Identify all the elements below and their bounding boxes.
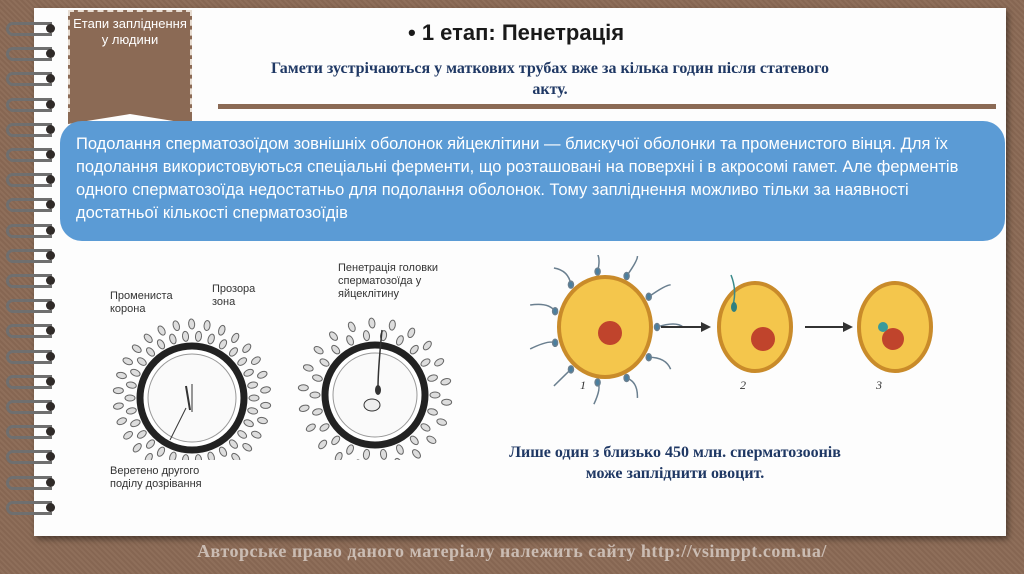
label-corona: Промениста корона — [110, 290, 173, 315]
corona-cell — [113, 402, 124, 410]
info-text: Подолання сперматозоїдом зовнішніх оболонок яйцеклітини — блискучої оболонки та променистого вінця. Для їх подолання використовуються спеціальні ферменти, що розташовані на поверхні і в акросомі гамет. Але ферментів одного сперматозоїда недостатньо для подолання оболонок. Тому запліднення можливо тільки за наявності достатньої кількості сперматозоїдів — [76, 135, 959, 222]
binding-hole — [46, 402, 55, 411]
title-bullet: • — [408, 20, 416, 45]
sperm-tail — [649, 357, 671, 369]
corona-cell — [345, 444, 355, 456]
corona-cell — [132, 442, 143, 453]
section-tag — [68, 10, 192, 114]
corona-cell — [250, 355, 262, 366]
corona-cell — [230, 332, 240, 344]
corona-cell — [436, 418, 447, 427]
corona-cell — [380, 449, 387, 460]
corona-cell — [317, 439, 328, 450]
corona-cell — [228, 346, 239, 357]
corona-cell — [241, 442, 253, 453]
corona-cell — [131, 343, 143, 354]
binding-hole — [46, 125, 55, 134]
sperm-head — [655, 324, 660, 331]
corona-cell — [236, 429, 248, 440]
corona-cell — [156, 338, 166, 350]
caption: Лише один з близько 450 млн. сперматозоонів може запліднити овоцит. — [509, 444, 841, 482]
corona-cell — [330, 435, 341, 446]
binding-hole — [46, 503, 55, 512]
corona-cell — [310, 392, 320, 398]
corona-cell — [363, 449, 370, 460]
sperm-tail — [649, 285, 671, 297]
corona-cell — [334, 451, 344, 460]
corona-cell — [330, 344, 341, 355]
header-divider — [218, 104, 996, 109]
corona-cell — [217, 325, 226, 336]
copyright-watermark: Авторське право даного матеріалу належить сайту http://vsimppt.com.ua/ — [197, 541, 827, 561]
corona-cell — [250, 430, 262, 440]
stage-number-2: 2 — [740, 378, 746, 392]
corona-cell — [143, 333, 154, 344]
corona-cell — [188, 319, 195, 330]
binding-hole — [46, 377, 55, 386]
corona-cell — [430, 392, 440, 398]
corona-cell — [168, 451, 177, 460]
corona-cell — [116, 416, 128, 426]
binding-hole — [46, 478, 55, 487]
corona-cell — [368, 318, 375, 329]
binding-hole — [46, 24, 55, 33]
corona-cell — [256, 370, 268, 380]
corona-cell — [299, 404, 310, 413]
corona-cell — [182, 454, 189, 460]
sperm-head — [568, 281, 573, 288]
sperm-head — [595, 268, 600, 275]
corona-cell — [440, 377, 451, 386]
binding-hole — [46, 100, 55, 109]
corona-cell — [345, 335, 355, 347]
sperm-head — [553, 308, 558, 315]
corona-cell — [433, 357, 445, 367]
corona-cell — [207, 333, 216, 344]
corona-cell — [204, 320, 211, 331]
corona-cell — [126, 407, 137, 415]
binding-hole — [46, 226, 55, 235]
sperm-head — [595, 379, 600, 386]
sperm-head — [568, 366, 573, 373]
corona-cell — [409, 344, 420, 355]
sperm-penetration-illustration — [290, 300, 460, 460]
corona-cell — [182, 331, 189, 342]
corona-cell — [303, 364, 314, 373]
corona-cell — [130, 418, 142, 428]
corona-cell — [328, 330, 339, 341]
corona-cell — [195, 454, 202, 460]
sperm-head — [624, 374, 629, 381]
corona-cell — [236, 356, 248, 367]
sperm-head — [553, 339, 558, 346]
binding-hole — [46, 251, 55, 260]
corona-cell — [122, 357, 134, 367]
corona-cell — [312, 408, 323, 417]
corona-cell — [207, 451, 216, 460]
title-text: 1 етап: Пенетрація — [421, 20, 625, 45]
corona-cell — [298, 385, 308, 391]
corona-cell — [172, 320, 181, 331]
corona-cell — [168, 333, 177, 344]
binding-hole — [46, 276, 55, 285]
corona-cell — [136, 356, 148, 367]
corona-cell — [426, 435, 438, 445]
corona-cell — [319, 422, 331, 432]
corona-cell — [261, 402, 271, 408]
sperm-head — [646, 354, 651, 361]
corona-cell — [145, 346, 156, 357]
corona-cell — [195, 331, 202, 342]
corona-cell — [319, 357, 331, 367]
info-box — [60, 121, 1005, 241]
corona-cell — [218, 338, 228, 350]
corona-cell — [427, 408, 438, 417]
corona-cell — [406, 327, 416, 339]
corona-cell — [420, 357, 432, 367]
corona-cell — [241, 343, 252, 354]
corona-cell — [393, 457, 403, 460]
corona-cell — [313, 345, 325, 355]
corona-cell — [347, 321, 357, 333]
corona-cell — [125, 395, 135, 401]
corona-cell — [228, 438, 239, 449]
corona-cell — [420, 422, 432, 432]
corona-cell — [411, 448, 422, 459]
fertilization-stages-illustration — [525, 255, 945, 405]
stage-number-1: 1 — [580, 378, 586, 392]
corona-cell — [113, 388, 123, 394]
page-title — [408, 20, 624, 46]
sperm-tail — [530, 304, 555, 311]
sperm-tail — [530, 342, 555, 349]
corona-cell — [422, 340, 433, 351]
label-zona: Прозора зона — [212, 283, 256, 308]
corona-cell — [305, 422, 317, 432]
corona-cell — [156, 325, 166, 337]
corona-cell — [243, 418, 255, 428]
corona-cell — [145, 438, 156, 449]
stage-number-3: 3 — [876, 378, 882, 392]
corona-cell — [130, 368, 142, 378]
corona-cell — [126, 381, 137, 389]
corona-cell — [249, 395, 259, 401]
corona-cell — [136, 429, 148, 440]
corona-cell — [247, 407, 258, 415]
corona-cell — [260, 386, 271, 394]
corona-cell — [427, 374, 438, 383]
corona-cell — [156, 446, 166, 458]
sperm-head — [646, 293, 651, 300]
corona-cell — [363, 330, 370, 341]
section-tag-label: Етапи запліднення у людини — [73, 16, 187, 47]
page-subtitle: Гамети зустрічаються у маткових трубах вже за кілька годин після статевого акту. — [271, 60, 829, 98]
corona-cell — [122, 430, 134, 441]
label-spindle: Веретено другого поділу дозрівання — [110, 465, 202, 490]
corona-cell — [144, 452, 154, 460]
label-penetration: Пенетрація головки сперматозоїда у яйцеклітину — [338, 262, 438, 300]
corona-cell — [218, 446, 228, 458]
corona-cell — [389, 320, 396, 331]
corona-cell — [395, 444, 405, 456]
corona-cell — [247, 381, 258, 389]
corona-cell — [116, 371, 127, 379]
corona-cell — [395, 335, 405, 347]
corona-cell — [230, 452, 241, 460]
corona-cell — [257, 417, 268, 425]
binding-hole — [46, 150, 55, 159]
corona-cell — [409, 435, 420, 446]
corona-cell — [442, 399, 452, 405]
corona-cell — [312, 374, 323, 383]
corona-cell — [243, 368, 255, 378]
sperm-head — [624, 273, 629, 280]
binding-hole — [46, 352, 55, 361]
